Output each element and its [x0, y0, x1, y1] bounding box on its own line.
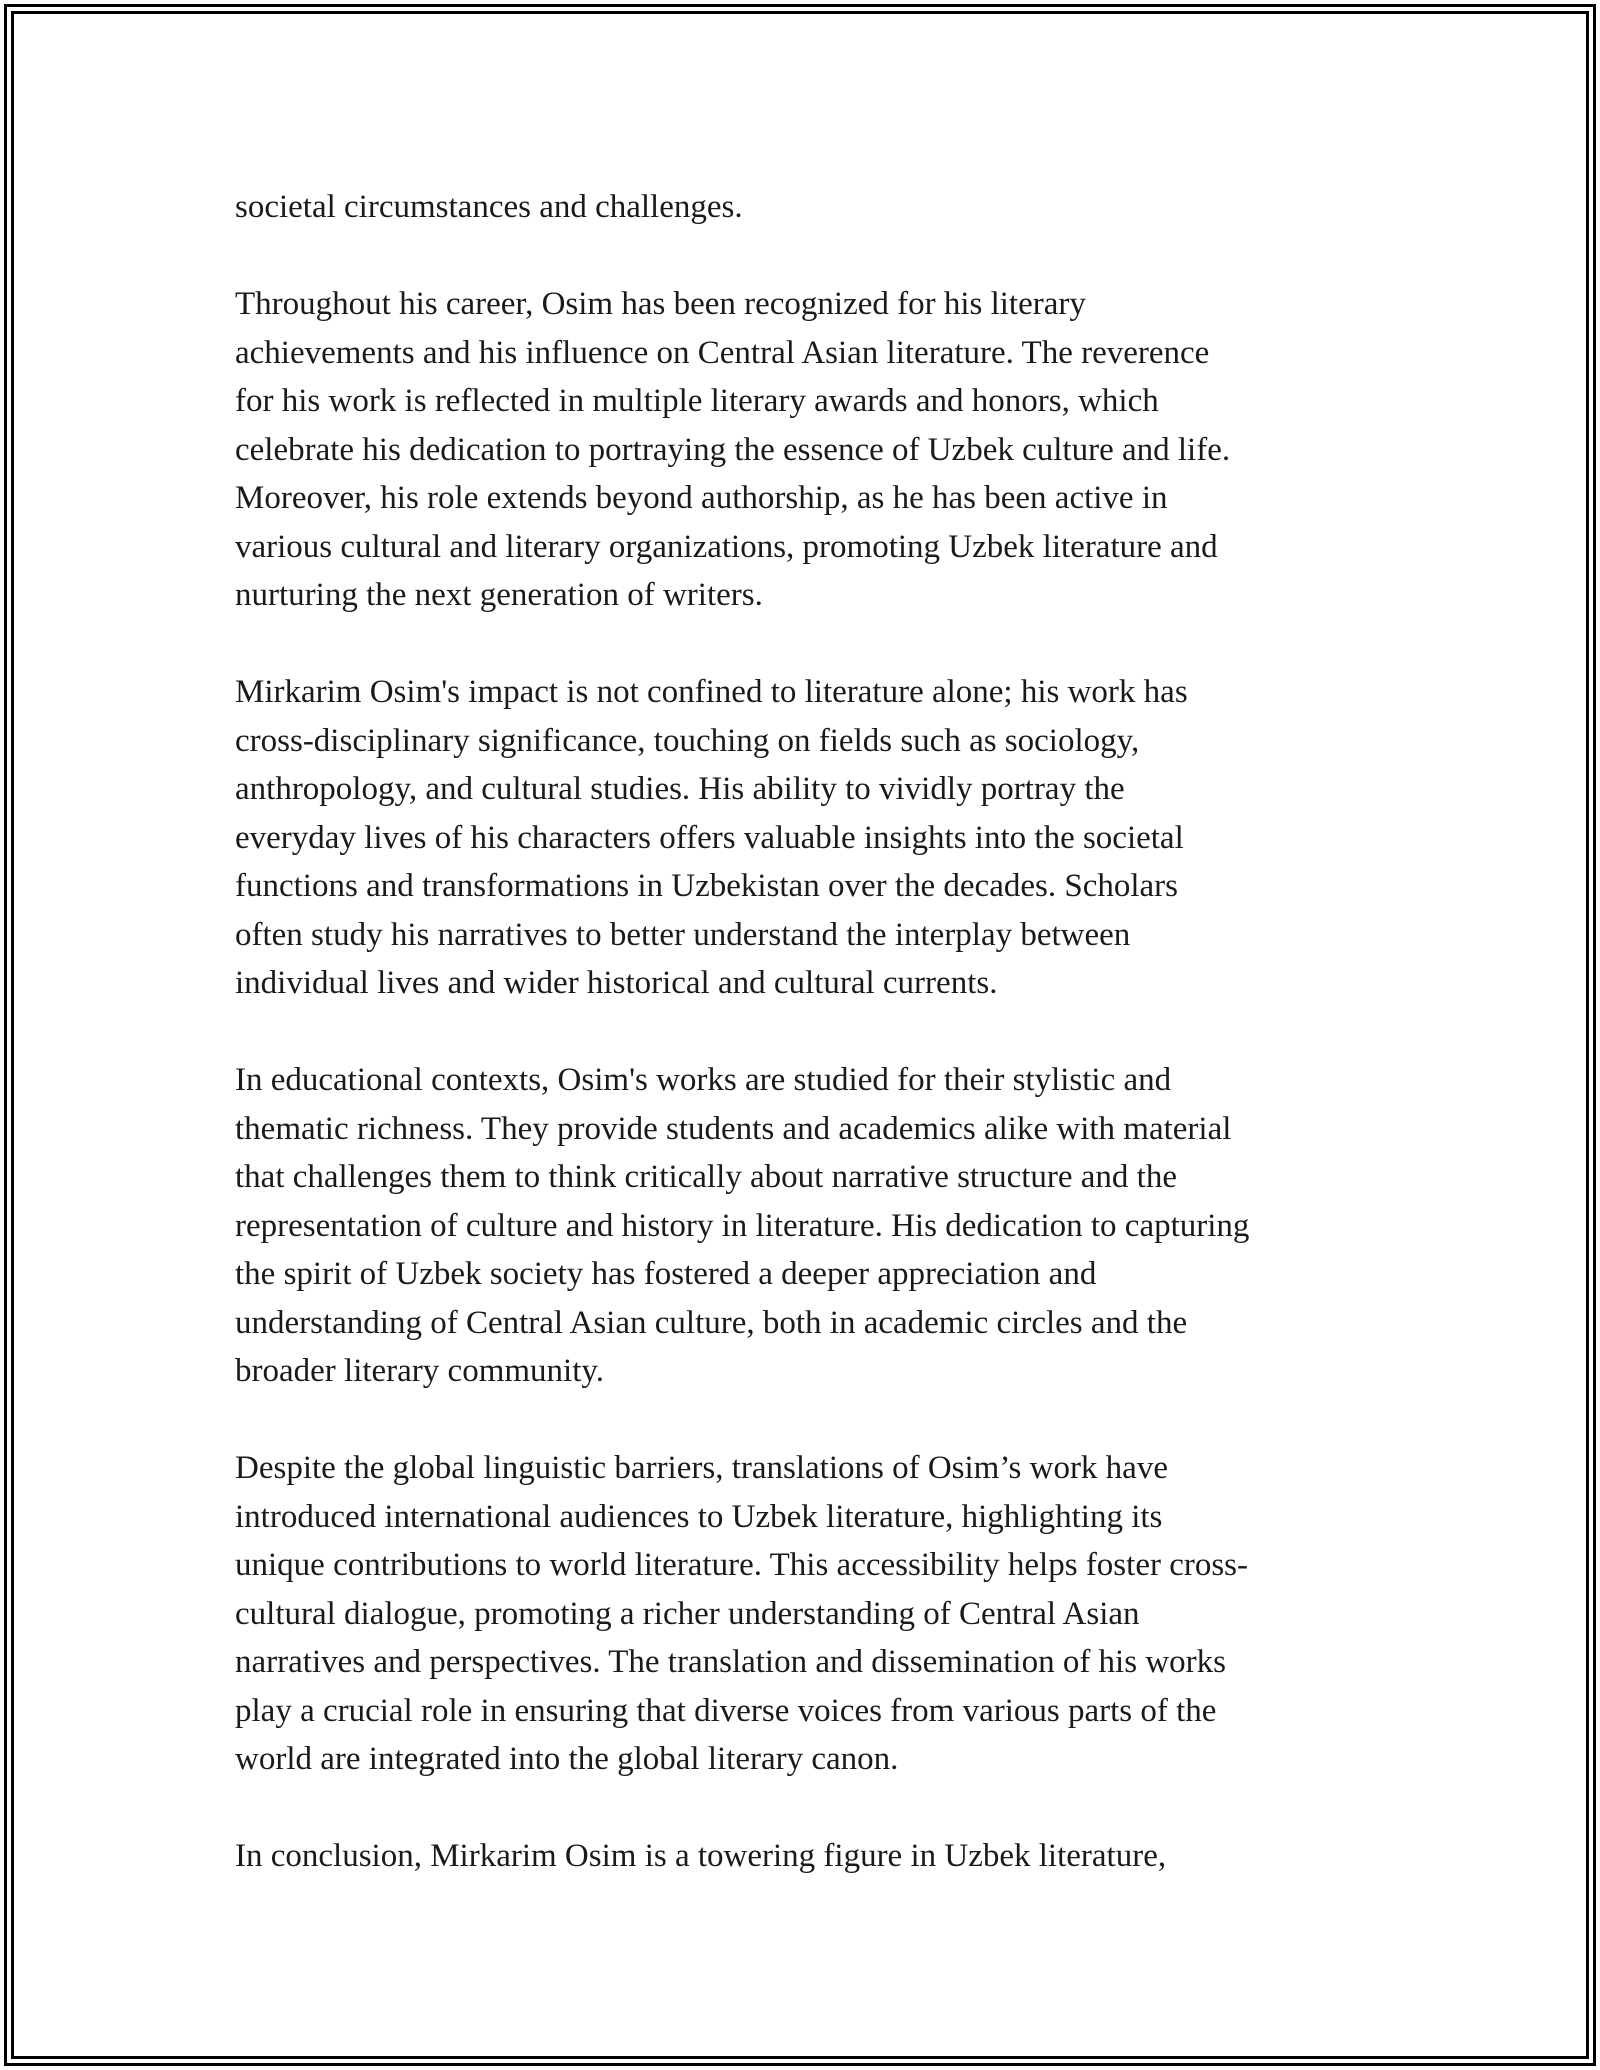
- text-line: for his work is reflected in multiple literary awards and honors, which: [235, 383, 1159, 419]
- text-line: cross-disciplinary significance, touching on fields such as sociology,: [235, 722, 1140, 759]
- text-line: world are integrated into the global literary canon.: [235, 1741, 899, 1777]
- text-line: unique contributions to world literature. This accessibility helps foster cross-: [235, 1547, 1249, 1583]
- text-line: achievements and his influence on Central Asian literature. The reverence: [235, 334, 1210, 371]
- paragraph-3: [235, 668, 1375, 1008]
- text-line: functions and transformations in Uzbekistan over the decades. Scholars: [235, 868, 1178, 904]
- paragraph-4: [235, 1056, 1375, 1396]
- text-line: Throughout his career, Osim has been recognized for his literary: [235, 286, 1086, 322]
- paragraph-1: [235, 183, 1375, 232]
- text-line: everyday lives of his characters offers valuable insights into the societal: [235, 819, 1184, 856]
- text-line: that challenges them to think critically about narrative structure and the: [235, 1159, 1177, 1195]
- text-line: various cultural and literary organizations, promoting Uzbek literature and: [235, 528, 1218, 565]
- text-line: Moreover, his role extends beyond authorship, as he has been active in: [235, 480, 1168, 516]
- text-line: representation of culture and history in literature. His dedication to capturing: [235, 1207, 1250, 1244]
- text-line: Despite the global linguistic barriers, translations of Osim’s work have: [235, 1450, 1168, 1486]
- text-line: cultural dialogue, promoting a richer understanding of Central Asian: [235, 1595, 1140, 1632]
- text-line: individual lives and wider historical and cultural currents.: [235, 965, 998, 1001]
- text-line: thematic richness. They provide students and academics alike with material: [235, 1110, 1232, 1147]
- text-line: play a crucial role in ensuring that diverse voices from various parts of the: [235, 1692, 1217, 1729]
- text-line: narratives and perspectives. The translation and dissemination of his works: [235, 1644, 1226, 1680]
- text-line: the spirit of Uzbek society has fostered a deeper appreciation and: [235, 1256, 1097, 1292]
- text-line: In conclusion, Mirkarim Osim is a towering figure in Uzbek literature,: [235, 1838, 1167, 1874]
- text-line: often study his narratives to better understand the interplay between: [235, 916, 1131, 953]
- text-line: societal circumstances and challenges.: [235, 189, 743, 225]
- paragraph-6: [235, 1832, 1375, 1881]
- text-line: introduced international audiences to Uzbek literature, highlighting its: [235, 1498, 1163, 1535]
- text-line: Mirkarim Osim's impact is not confined to literature alone; his work has: [235, 674, 1188, 710]
- text-line: celebrate his dedication to portraying the essence of Uzbek culture and life.: [235, 431, 1231, 468]
- paragraph-2: [235, 280, 1375, 620]
- text-line: broader literary community.: [235, 1353, 604, 1389]
- paragraph-5: [235, 1444, 1375, 1784]
- text-line: nurturing the next generation of writers.: [235, 577, 763, 613]
- text-line: In educational contexts, Osim's works are studied for their stylistic and: [235, 1062, 1172, 1098]
- document-body: [235, 183, 1375, 1881]
- text-line: anthropology, and cultural studies. His ability to vividly portray the: [235, 771, 1125, 807]
- text-line: understanding of Central Asian culture, both in academic circles and the: [235, 1304, 1188, 1341]
